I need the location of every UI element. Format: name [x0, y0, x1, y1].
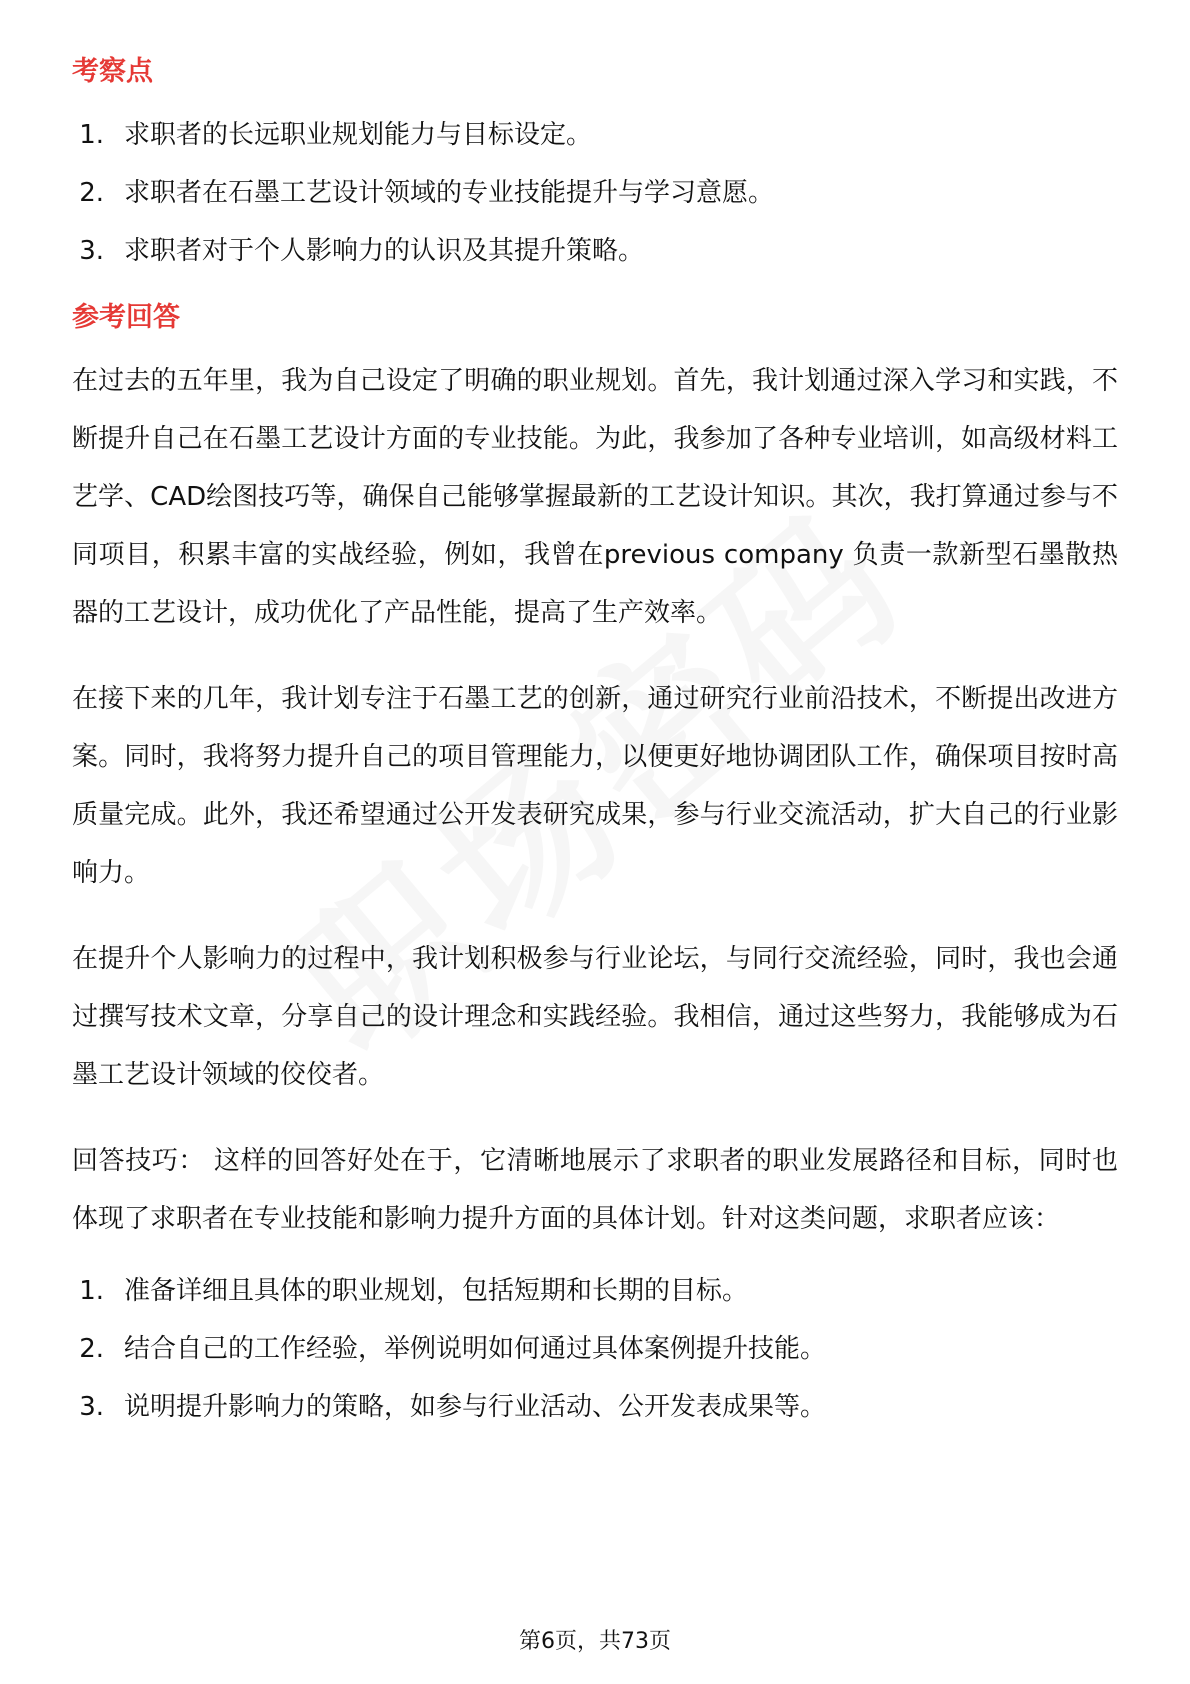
list-item-text: 求职者的长远职业规划能力与目标设定。 [124, 120, 593, 150]
list-item [72, 1378, 1118, 1436]
page-number: 第6页，共73页 [519, 1629, 671, 1654]
answer-tips-paragraph: 回答技巧： 这样的回答好处在于，它清晰地展示了求职者的职业发展路径和目标，同时也体现了求职者在专业技能和影响力提升方面的具体计划。针对这类问题，求职者应该： [72, 1146, 1118, 1234]
answer-paragraph: 在提升个人影响力的过程中，我计划积极参与行业论坛，与同行交流经验，同时，我也会通过撰写技术文章，分享自己的设计理念和实践经验。我相信，通过这些努力，我能够成为石墨工艺设计领域的佼佼者。 [72, 944, 1118, 1090]
reference-answer-heading: 参考回答 [72, 302, 180, 333]
list-item-number: 3. [79, 1392, 104, 1422]
answer-paragraph: 在接下来的几年，我计划专注于石墨工艺的创新，通过研究行业前沿技术，不断提出改进方案。同时，我将努力提升自己的项目管理能力，以便更好地协调团队工作，确保项目按时高质量完成。此外，我还希望通过公开发表研究成果，参与行业交流活动，扩大自己的行业影响力。 [72, 684, 1118, 888]
list-item [72, 222, 1118, 280]
list-item-text: 说明提升影响力的策略，如参与行业活动、公开发表成果等。 [124, 1392, 827, 1422]
list-item-number: 3. [79, 236, 104, 266]
list-item [72, 1262, 1118, 1320]
list-item-number: 2. [79, 178, 104, 208]
list-item-text: 结合自己的工作经验，举例说明如何通过具体案例提升技能。 [124, 1334, 827, 1364]
list-item-number: 1. [79, 120, 104, 150]
answer-tips-list [72, 1262, 1118, 1436]
list-item-number: 2. [79, 1334, 104, 1364]
page-content [72, 48, 1118, 1450]
list-item [72, 1320, 1118, 1378]
list-item-number: 1. [79, 1276, 104, 1306]
answer-paragraph: 在过去的五年里，我为自己设定了明确的职业规划。首先，我计划通过深入学习和实践，不断提升自己在石墨工艺设计方面的专业技能。为此，我参加了各种专业培训，如高级材料工艺学、CAD绘图技巧等，确保自己能够掌握最新的工艺设计知识。其次，我打算通过参与不同项目，积累丰富的实战经验，例如，我曾在previous company 负责一款新型石墨散热器的工艺设计，成功优化了产品性能，提高了生产效率。 [72, 366, 1118, 628]
list-item [72, 106, 1118, 164]
exam-points-list [72, 106, 1118, 280]
list-item-text: 准备详细且具体的职业规划，包括短期和长期的目标。 [124, 1276, 749, 1306]
list-item-text: 求职者在石墨工艺设计领域的专业技能提升与学习意愿。 [124, 178, 775, 208]
list-item [72, 164, 1118, 222]
exam-points-heading: 考察点 [72, 56, 153, 87]
list-item-text: 求职者对于个人影响力的认识及其提升策略。 [124, 236, 645, 266]
